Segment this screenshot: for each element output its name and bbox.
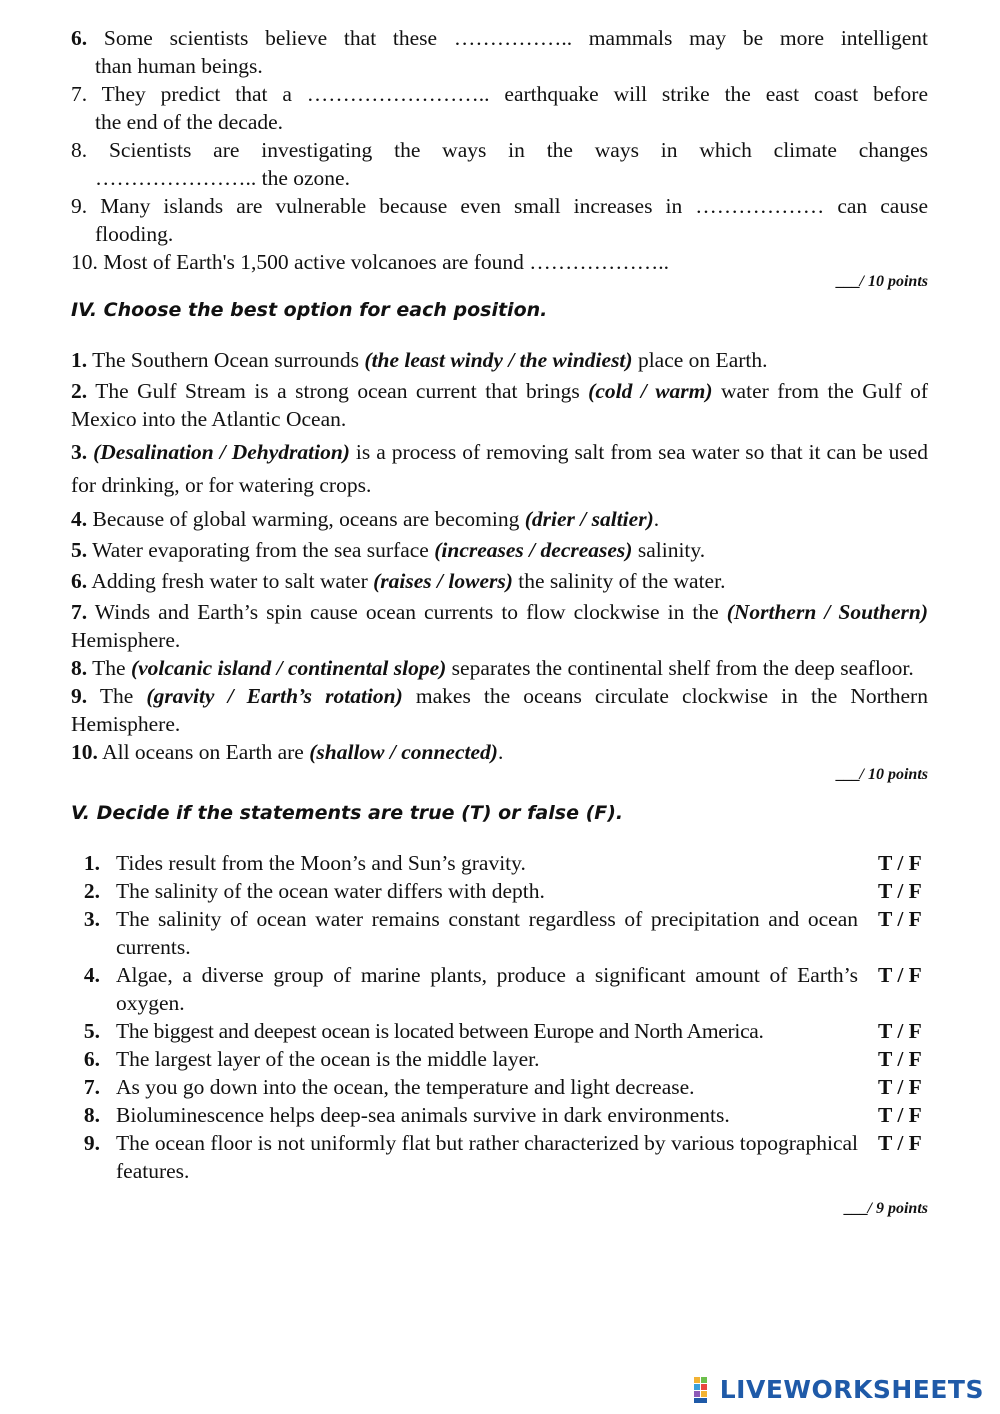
choice-item <box>71 598 928 654</box>
item-number: 6. <box>83 1047 100 1071</box>
option-text: (shallow / connected) <box>309 740 498 764</box>
item-text: They predict that a …………………….. earthquake will strike the east coast before <box>101 82 928 106</box>
fill-blank-list <box>71 24 928 292</box>
statement-text: The ocean floor is not uniformly flat but rather characterized by various topographical features. <box>116 1131 858 1183</box>
choice-item <box>71 346 928 374</box>
option-pair[interactable] <box>131 656 446 680</box>
item-text-after: is a process of removing salt from sea water so that it can be used for drinking, or for watering crops. <box>71 440 928 497</box>
item-number: 8. <box>83 1103 100 1127</box>
tf-row <box>71 1129 928 1185</box>
choice-item <box>71 436 928 502</box>
option-pair[interactable] <box>146 684 402 708</box>
item-text: Scientists are investigating the ways in the ways in which climate changes <box>108 138 928 162</box>
option-pair[interactable] <box>434 538 632 562</box>
logo-text: LIVEWORKSHEETS <box>719 1375 984 1404</box>
item-number: 8. <box>71 138 88 162</box>
item-text-after: water from the Gulf of Mexico into the Atlantic Ocean. <box>71 379 928 431</box>
item-text-cont: the end of the decade. <box>95 110 284 134</box>
tf-row <box>71 905 928 961</box>
choice-item <box>71 654 928 682</box>
item-text-before: Adding fresh water to salt water <box>91 569 374 593</box>
fill-item-9 <box>71 192 928 248</box>
item-number: 7. <box>71 600 88 624</box>
item-number: 10. <box>71 250 98 274</box>
choice-item <box>71 567 928 595</box>
item-number: 5. <box>83 1019 100 1043</box>
item-number: 3. <box>71 440 88 464</box>
option-text: (Desalination / Dehydration) <box>93 440 350 464</box>
statement-text: Bioluminescence helps deep-sea animals survive in dark environments. <box>116 1103 730 1127</box>
item-text-cont: than human beings. <box>95 54 263 78</box>
statement-text: Algae, a diverse group of marine plants, produce a significant amount of Earth’s oxygen. <box>116 963 858 1015</box>
item-number: 4. <box>71 507 88 531</box>
section-heading-v: V. Decide if the statements are true (T) or false (F). <box>71 802 624 824</box>
option-pair[interactable] <box>727 600 928 624</box>
item-text-before: All oceans on Earth are <box>102 740 310 764</box>
item-text: Some scientists believe that these …………….. mammals may be more intelligent <box>103 26 928 50</box>
item-text-after: makes the oceans circulate clockwise in the Northern Hemisphere. <box>71 684 928 736</box>
true-false-choice[interactable]: T / F <box>878 963 922 987</box>
option-text: (cold / warm) <box>588 379 713 403</box>
option-text: (gravity / Earth’s rotation) <box>146 684 403 708</box>
choice-item <box>71 738 928 766</box>
item-number: 9. <box>71 194 88 218</box>
item-number: 6. <box>71 26 88 50</box>
item-text-after: place on Earth. <box>632 348 768 372</box>
item-number: 5. <box>71 538 88 562</box>
item-number: 7. <box>71 82 88 106</box>
tf-row <box>71 849 928 877</box>
option-pair[interactable] <box>373 569 513 593</box>
true-false-choice[interactable]: T / F <box>878 1103 922 1127</box>
item-number: 9. <box>71 684 88 708</box>
true-false-choice[interactable]: T / F <box>878 879 922 903</box>
true-false-list <box>71 849 928 1219</box>
tf-row <box>71 877 928 905</box>
true-false-choice[interactable]: T / F <box>878 1131 922 1155</box>
tf-row <box>71 1073 928 1101</box>
choice-item <box>71 536 928 564</box>
option-text: (raises / lowers) <box>373 569 513 593</box>
item-text-after: salinity. <box>632 538 706 562</box>
item-text-after: the salinity of the water. <box>512 569 726 593</box>
item-text-cont: ………………….. the ozone. <box>95 166 350 190</box>
score-blank[interactable]: ___ <box>843 1200 868 1217</box>
item-number: 7. <box>83 1075 100 1099</box>
statement-text: The salinity of ocean water remains constant regardless of precipitation and ocean currents. <box>116 907 858 959</box>
item-text-before: Because of global warming, oceans are becoming <box>92 507 525 531</box>
choice-item <box>71 682 928 738</box>
tf-row <box>71 1017 928 1045</box>
item-number: 8. <box>71 656 88 680</box>
true-false-choice[interactable]: T / F <box>878 851 922 875</box>
true-false-choice[interactable]: T / F <box>878 1075 922 1099</box>
option-text: (the least windy / the windiest) <box>364 348 633 372</box>
item-number: 6. <box>71 569 88 593</box>
worksheet-page <box>71 24 928 1219</box>
item-text-after: Hemisphere. <box>71 628 181 652</box>
item-text-before: The Gulf Stream is a strong ocean current that brings <box>95 379 589 403</box>
statement-text: The biggest and deepest ocean is located between Europe and North America. <box>116 1019 764 1043</box>
item-number: 10. <box>71 740 98 764</box>
statement-text: The salinity of the ocean water differs with depth. <box>116 879 545 903</box>
score-blank[interactable]: ___ <box>835 766 860 783</box>
points-label: / 10 points <box>859 273 928 290</box>
score-blank[interactable]: ___ <box>835 273 860 290</box>
item-number: 9. <box>83 1131 100 1155</box>
item-text-after: . <box>497 740 504 764</box>
tf-row <box>71 1045 928 1073</box>
item-text-cont: flooding. <box>95 222 174 246</box>
item-text-before: The Southern Ocean surrounds <box>92 348 365 372</box>
fill-item-6 <box>71 24 928 80</box>
item-number: 4. <box>83 963 100 987</box>
true-false-choice[interactable]: T / F <box>878 1019 922 1043</box>
item-text-before: The <box>92 656 131 680</box>
item-number: 2. <box>83 879 100 903</box>
choice-list <box>71 346 928 785</box>
true-false-choice[interactable]: T / F <box>878 1047 922 1071</box>
item-text-after: . <box>653 507 660 531</box>
option-pair[interactable] <box>588 379 712 403</box>
fill-item-8 <box>71 136 928 192</box>
item-text: Many islands are vulnerable because even small increases in ……………… can cause <box>100 194 928 218</box>
points-label: / 9 points <box>867 1200 928 1217</box>
item-number: 3. <box>83 907 100 931</box>
points-label: / 10 points <box>859 766 928 783</box>
statement-text: Tides result from the Moon’s and Sun’s gravity. <box>116 851 526 875</box>
choice-item <box>71 377 928 433</box>
item-text: Most of Earth's 1,500 active volcanoes are found ……………….. <box>103 250 669 274</box>
item-text-after: separates the continental shelf from the deep seafloor. <box>446 656 914 680</box>
option-pair[interactable] <box>93 440 350 464</box>
item-number: 1. <box>71 348 88 372</box>
statement-text: The largest layer of the ocean is the middle layer. <box>116 1047 540 1071</box>
item-number: 1. <box>83 851 100 875</box>
option-text: (increases / decreases) <box>434 538 633 562</box>
option-text: (drier / saltier) <box>524 507 654 531</box>
option-pair[interactable] <box>309 740 498 764</box>
liveworksheets-logo[interactable] <box>694 1375 984 1404</box>
section-heading-iv: IV. Choose the best option for each position. <box>71 299 548 321</box>
fill-item-7 <box>71 80 928 136</box>
choice-item <box>71 505 928 533</box>
true-false-choice[interactable]: T / F <box>878 907 922 931</box>
item-text-before: Winds and Earth’s spin cause ocean currents to flow clockwise in the <box>94 600 727 624</box>
option-pair[interactable] <box>364 348 632 372</box>
statement-text: As you go down into the ocean, the temperature and light decrease. <box>116 1075 695 1099</box>
option-text: (volcanic island / continental slope) <box>130 656 447 680</box>
item-number: 2. <box>71 379 88 403</box>
item-text-before: The <box>99 684 147 708</box>
section-points <box>71 1199 928 1219</box>
option-pair[interactable] <box>525 507 654 531</box>
tf-row <box>71 961 928 1017</box>
item-text-before: Water evaporating from the sea surface <box>92 538 435 562</box>
tf-row <box>71 1101 928 1129</box>
option-text: (Northern / Southern) <box>726 600 928 624</box>
liveworksheets-logo-icon <box>694 1377 716 1403</box>
section-points <box>71 765 928 785</box>
